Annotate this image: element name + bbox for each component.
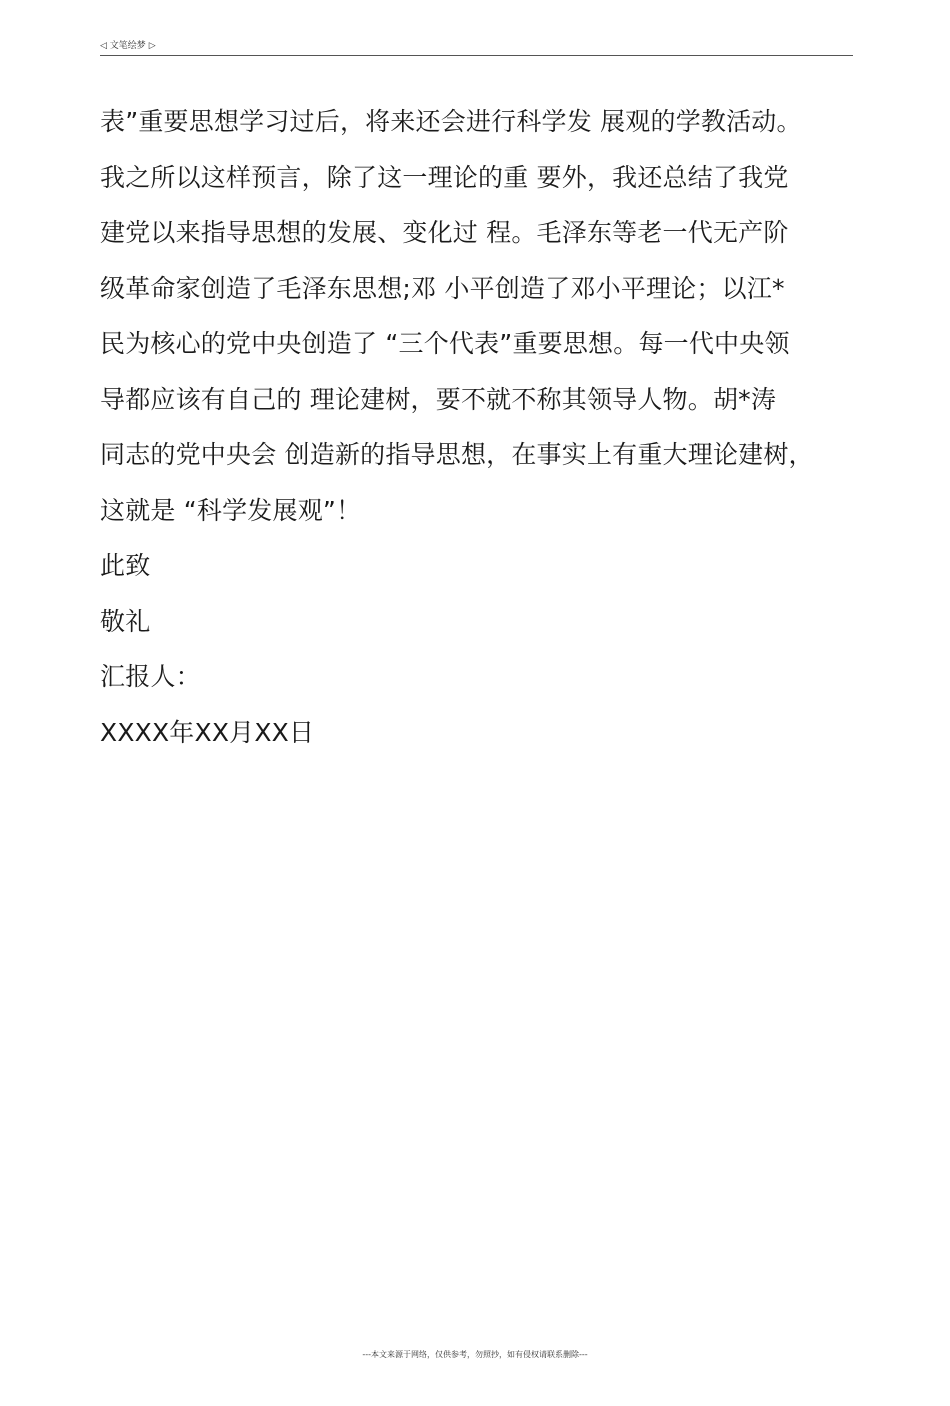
reporter-label: 汇报人： [100, 662, 201, 691]
body-line: 表”重要思想学习过后，将来还会进行科学发 展观的学教活动。 [100, 107, 802, 136]
closing-salutation: 此致 [100, 551, 151, 580]
page-header [100, 40, 853, 56]
left-triangle-icon: ◁ [100, 41, 107, 51]
body-line: 这就是 “科学发展观”！ [100, 495, 362, 525]
header-title: 文笔绘梦 [109, 41, 146, 51]
date-line: XXXX年XX月XX日 [100, 717, 315, 747]
body-line: 我之所以这样预言，除了这一理论的重 要外，我还总结了我党 [100, 162, 789, 192]
body-line: 级革命家创造了毛泽东思想;邓 小平创造了邓小平理论；以江* [100, 273, 785, 303]
body-line: 导都应该有自己的 理论建树，要不就不称其领导人物。胡*涛 [100, 384, 777, 414]
body-line: 民为核心的党中央创造了 “三个代表”重要思想。每一代中央领 [100, 329, 790, 358]
right-triangle-icon: ▷ [148, 41, 156, 51]
header-label [100, 40, 156, 52]
body-line: 建党以来指导思想的发展、变化过 程。毛泽东等老一代无产阶 [100, 218, 789, 247]
closing-regards: 敬礼 [100, 606, 151, 636]
document-body [100, 94, 890, 760]
page-footer-note: ---本文来源于网络，仅供参考，勿照抄，如有侵权请联系删除--- [362, 1350, 588, 1359]
body-line: 同志的党中央会 创造新的指导思想，在事实上有重大理论建树， [100, 440, 814, 469]
